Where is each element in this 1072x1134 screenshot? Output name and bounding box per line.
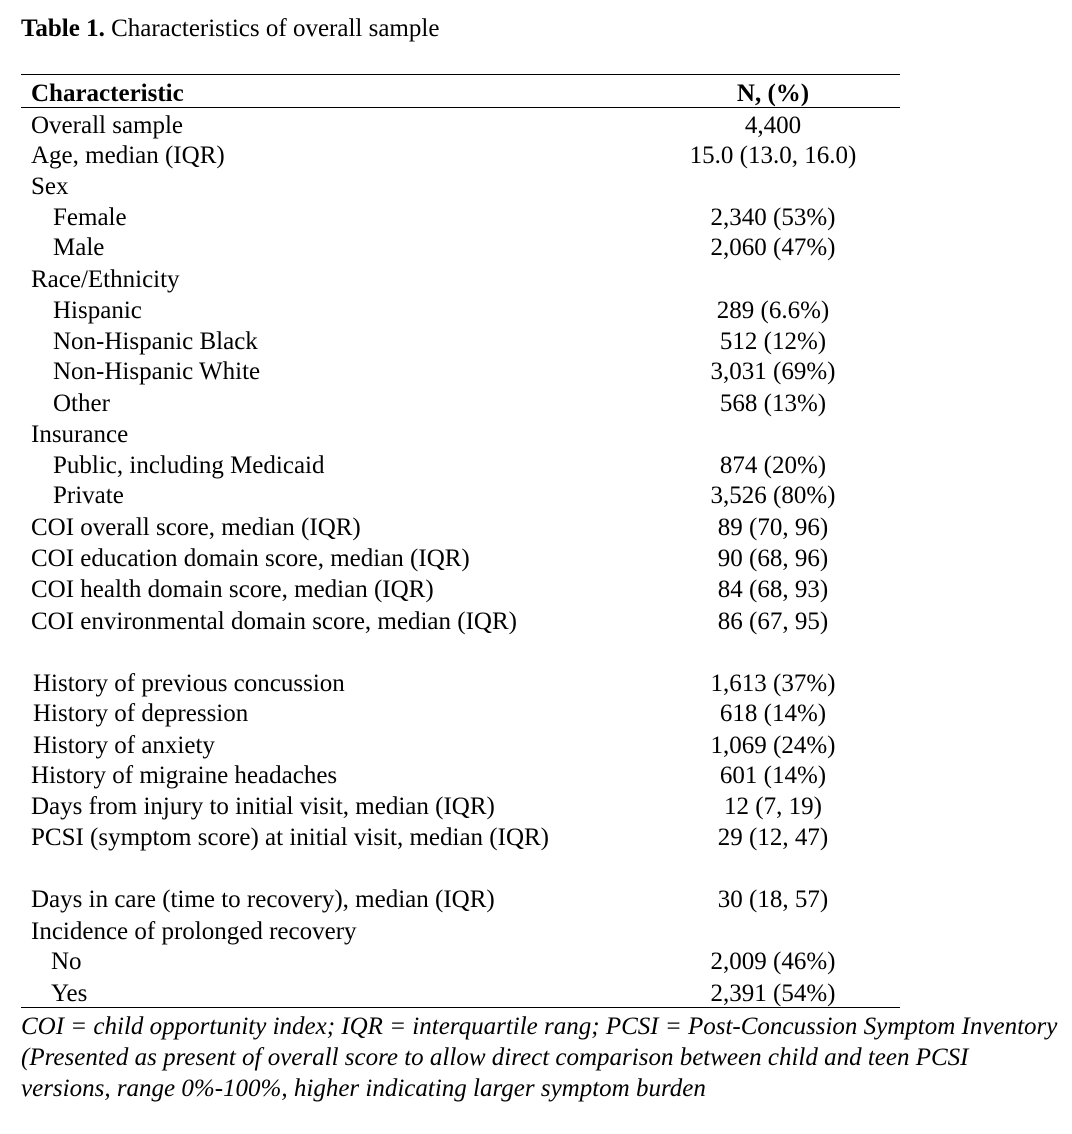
table-row bbox=[21, 698, 900, 729]
table-row bbox=[21, 946, 900, 977]
table-row bbox=[21, 574, 900, 605]
table-caption bbox=[21, 14, 439, 44]
row-characteristic: Other bbox=[53, 390, 110, 417]
table-row bbox=[21, 388, 900, 419]
table-row bbox=[21, 480, 900, 511]
table-caption-text: Characteristics of overall sample bbox=[104, 15, 440, 42]
row-characteristic: Overall sample bbox=[31, 112, 184, 139]
table-row bbox=[21, 419, 900, 450]
table-row bbox=[21, 326, 900, 357]
row-value: 15.0 (13.0, 16.0) bbox=[689, 142, 857, 169]
row-value: 568 (13%) bbox=[719, 390, 827, 417]
row-value: 89 (70, 96) bbox=[717, 514, 829, 541]
table-row bbox=[21, 978, 900, 1009]
row-value: 2,060 (47%) bbox=[710, 234, 836, 261]
row-value: 30 (18, 57) bbox=[717, 886, 829, 913]
row-value: 2,340 (53%) bbox=[710, 204, 836, 231]
table-row bbox=[21, 110, 900, 141]
table-row bbox=[21, 450, 900, 481]
row-value: 874 (20%) bbox=[719, 452, 827, 479]
table-row bbox=[21, 356, 900, 387]
row-characteristic: History of previous concussion bbox=[33, 670, 345, 697]
table-row bbox=[21, 264, 900, 295]
row-characteristic: Days in care (time to recovery), median (IQR) bbox=[31, 886, 495, 913]
row-value: 512 (12%) bbox=[719, 328, 827, 355]
row-value: 1,069 (24%) bbox=[710, 732, 836, 759]
row-characteristic: Yes bbox=[51, 980, 88, 1007]
row-characteristic: Incidence of prolonged recovery bbox=[31, 918, 357, 945]
table-header-rule bbox=[21, 107, 900, 108]
table-row bbox=[21, 822, 900, 853]
table-header-row bbox=[21, 78, 900, 109]
row-characteristic: COI health domain score, median (IQR) bbox=[31, 576, 434, 603]
table-row bbox=[21, 232, 900, 263]
row-characteristic: PCSI (symptom score) at initial visit, median (IQR) bbox=[31, 824, 549, 851]
row-characteristic: Private bbox=[53, 482, 124, 509]
row-characteristic: COI environmental domain score, median (IQR) bbox=[31, 608, 517, 635]
table-top-rule bbox=[21, 74, 900, 75]
row-characteristic: History of depression bbox=[33, 700, 249, 727]
row-characteristic: Days from injury to initial visit, median (IQR) bbox=[31, 793, 495, 820]
table-footnote: COI = child opportunity index; IQR = interquartile rang; PCSI = Post-Concussion Symptom Inventory (Presented as present of overall score to allow direct comparison between child and teen PCSI versions, range 0%-100%, higher indicating larger symptom burden bbox=[21, 1013, 1058, 1102]
row-value: 4,400 bbox=[744, 112, 802, 139]
row-value: 289 (6.6%) bbox=[716, 297, 830, 324]
row-characteristic: Age, median (IQR) bbox=[31, 142, 225, 169]
row-characteristic: Male bbox=[53, 234, 105, 261]
row-characteristic: History of anxiety bbox=[33, 732, 215, 759]
row-characteristic: History of migraine headaches bbox=[31, 762, 338, 789]
table-row bbox=[21, 606, 900, 637]
row-value: 29 (12, 47) bbox=[717, 824, 829, 851]
row-characteristic: Public, including Medicaid bbox=[53, 452, 325, 479]
row-characteristic: Non-Hispanic Black bbox=[53, 328, 258, 355]
row-value: 12 (7, 19) bbox=[724, 793, 822, 820]
table-row bbox=[21, 543, 900, 574]
row-characteristic: Race/Ethnicity bbox=[31, 266, 180, 293]
table-row bbox=[21, 295, 900, 326]
row-value: 86 (67, 95) bbox=[717, 608, 829, 635]
table-row bbox=[21, 884, 900, 915]
row-value: 601 (14%) bbox=[719, 762, 827, 789]
table-row bbox=[21, 730, 900, 761]
row-value: 1,613 (37%) bbox=[710, 670, 836, 697]
row-value: 84 (68, 93) bbox=[717, 576, 829, 603]
row-characteristic: No bbox=[51, 948, 82, 975]
header-characteristic: Characteristic bbox=[31, 80, 184, 107]
row-characteristic: Hispanic bbox=[53, 297, 142, 324]
row-characteristic: Insurance bbox=[31, 421, 129, 448]
table-bottom-rule bbox=[21, 1007, 900, 1008]
row-value: 90 (68, 96) bbox=[717, 545, 829, 572]
table-row bbox=[21, 668, 900, 699]
row-characteristic: Sex bbox=[31, 173, 69, 200]
row-characteristic: COI overall score, median (IQR) bbox=[31, 514, 361, 541]
table-row bbox=[21, 791, 900, 822]
table-row bbox=[21, 512, 900, 543]
table-row bbox=[21, 916, 900, 947]
table-row bbox=[21, 171, 900, 202]
row-value: 3,031 (69%) bbox=[710, 358, 836, 385]
row-value: 3,526 (80%) bbox=[710, 482, 836, 509]
header-value: N, (%) bbox=[736, 80, 810, 107]
row-characteristic: COI education domain score, median (IQR) bbox=[31, 545, 470, 572]
row-value: 618 (14%) bbox=[719, 700, 827, 727]
row-value: 2,391 (54%) bbox=[710, 980, 836, 1007]
row-value: 2,009 (46%) bbox=[710, 948, 836, 975]
row-characteristic: Non-Hispanic White bbox=[53, 358, 261, 385]
row-characteristic: Female bbox=[53, 204, 127, 231]
table-row bbox=[21, 760, 900, 791]
table-row bbox=[21, 140, 900, 171]
table-row bbox=[21, 202, 900, 233]
table-caption-label: Table 1. bbox=[21, 15, 105, 42]
